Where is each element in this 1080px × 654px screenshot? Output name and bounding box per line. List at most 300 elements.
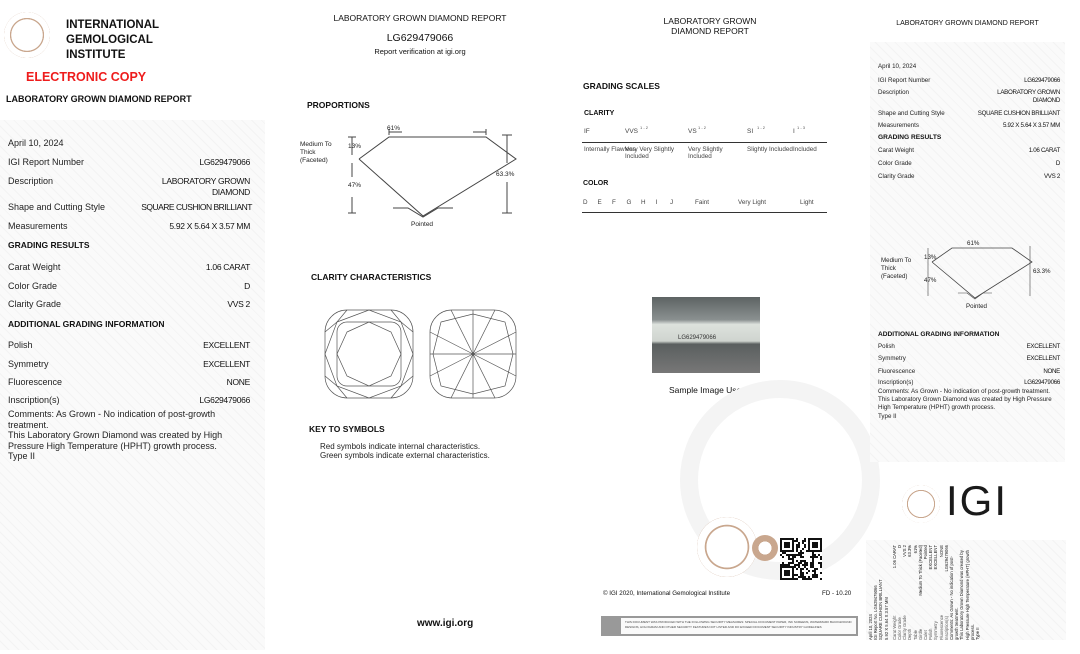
right-row-value: LG629479066 <box>1024 379 1060 386</box>
qr-module <box>784 546 786 548</box>
color-range: Faint <box>695 199 709 206</box>
right-proportions-diagram <box>920 240 1045 302</box>
qr-module <box>800 560 802 562</box>
pavilion-percent: 47% <box>348 182 362 189</box>
report-number-value: LG629479066 <box>199 157 250 167</box>
qr-module <box>782 566 784 568</box>
clarity-grade-superscript: 1 - 2 <box>640 125 649 130</box>
right-culet-label: Pointed <box>966 303 987 310</box>
qr-module <box>794 564 796 566</box>
qr-module <box>780 548 782 550</box>
report-date: April 10, 2024 <box>8 138 64 148</box>
qr-module <box>814 576 816 578</box>
qr-module <box>808 540 810 542</box>
color-grade: F <box>612 199 616 206</box>
mini-line: IGI Report No. LG629479066 <box>873 585 879 640</box>
right-row-value: VVS 2 <box>1043 173 1060 180</box>
color-value: D <box>244 281 250 291</box>
right-row-label: Fluorescence <box>878 368 916 375</box>
shape-label: Shape and Cutting Style <box>8 202 106 212</box>
qr-module <box>790 550 792 552</box>
clarity-grade: VS <box>688 128 697 135</box>
qr-module <box>786 566 788 568</box>
qr-module <box>796 538 798 540</box>
symmetry-label: Symmetry <box>8 359 49 369</box>
qr-module <box>792 546 794 548</box>
qr-module <box>792 540 794 542</box>
color-label: Color Grade <box>8 281 58 291</box>
qr-module <box>786 546 788 548</box>
qr-module <box>814 556 816 558</box>
qr-module <box>784 574 786 576</box>
qr-module <box>788 556 790 558</box>
qr-module <box>798 554 800 556</box>
qr-module <box>812 558 814 560</box>
qr-module <box>814 572 816 574</box>
right-row-value: 1.06 CARAT <box>1028 147 1060 154</box>
qr-module <box>804 576 806 578</box>
scales-title-line: LABORATORY GROWN <box>663 16 757 26</box>
qr-module <box>786 544 788 546</box>
form-number: FD - 10.20 <box>822 590 852 597</box>
right-row-label: Carat Weight <box>878 147 914 154</box>
qr-module <box>810 566 812 568</box>
color-scale-rule <box>582 212 827 213</box>
qr-module <box>792 570 794 572</box>
sample-caption: Sample Image Used <box>668 385 746 395</box>
inscription-label: Inscription(s) <box>8 395 60 405</box>
mini-value: 1.06 CARAT <box>891 545 897 569</box>
qr-module <box>802 556 804 558</box>
qr-module <box>790 566 792 568</box>
color-grade: D <box>583 199 588 206</box>
qr-module <box>814 546 816 548</box>
culet-label: Pointed <box>411 221 434 228</box>
qr-module <box>782 538 784 540</box>
qr-module <box>796 546 798 548</box>
right-row-label: Color Grade <box>878 160 912 167</box>
grading-results-heading: GRADING RESULTS <box>8 240 90 250</box>
qr-module <box>788 538 790 540</box>
qr-module <box>780 576 782 578</box>
qr-module <box>786 542 788 544</box>
clarity-grade-description: Very Very Slightly Included <box>625 146 674 160</box>
clarity-grade: I <box>793 128 795 135</box>
qr-module <box>814 574 816 576</box>
qr-module <box>808 576 810 578</box>
description-label: Description <box>8 176 54 186</box>
qr-module <box>802 542 804 544</box>
qr-module <box>812 550 814 552</box>
mini-label: Culet <box>923 630 929 640</box>
qr-module <box>812 574 814 576</box>
scales-title <box>600 16 820 36</box>
comments <box>8 409 248 462</box>
qr-module <box>780 574 782 576</box>
right-row-label: Description <box>878 89 909 96</box>
qr-module <box>808 546 810 548</box>
qr-module <box>792 558 794 560</box>
qr-module <box>802 548 804 550</box>
qr-module <box>780 538 782 540</box>
qr-module <box>788 542 790 544</box>
inscription-value: LG629479066 <box>199 395 250 405</box>
qr-module <box>786 550 788 552</box>
qr-module <box>784 538 786 540</box>
institute-name-line: GEMOLOGICAL <box>66 34 153 46</box>
sample-inscription-image <box>652 297 760 373</box>
qr-module <box>780 572 782 574</box>
qr-module <box>808 548 810 550</box>
carat-label: Carat Weight <box>8 262 61 272</box>
igi-gold-seal <box>697 517 757 577</box>
qr-module <box>796 578 798 580</box>
right-row-label: Clarity Grade <box>878 173 915 180</box>
qr-module <box>782 578 784 580</box>
clarity-plot-diagrams <box>323 308 519 403</box>
qr-module <box>800 572 802 574</box>
qr-module <box>790 538 792 540</box>
qr-module <box>800 576 802 578</box>
qr-module <box>800 554 802 556</box>
qr-module <box>816 538 818 540</box>
qr-module <box>806 572 808 574</box>
clarity-grade-description: Included <box>793 146 817 153</box>
comments-line: Type II <box>878 412 897 420</box>
polish-label: Polish <box>8 340 33 350</box>
qr-module <box>804 544 806 546</box>
qr-module <box>788 562 790 564</box>
clarity-label: Clarity Grade <box>8 299 62 309</box>
rotated-summary <box>868 540 1064 640</box>
qr-module <box>810 562 812 564</box>
qr-module <box>800 552 802 554</box>
qr-module <box>788 564 790 566</box>
clarity-grade: IF <box>584 128 590 135</box>
comments-line: Type II <box>8 451 36 461</box>
right-depth-percent: 63.3% <box>1033 268 1051 275</box>
verification-link[interactable]: Report verification at igi.org <box>374 47 466 56</box>
qr-module <box>794 578 796 580</box>
qr-module <box>816 568 818 570</box>
qr-module <box>816 542 818 544</box>
qr-module <box>786 554 788 556</box>
qr-module <box>796 540 798 542</box>
qr-module <box>794 574 796 576</box>
clarity-grade-description: Internally Flawless <box>584 146 636 153</box>
qr-module <box>810 578 812 580</box>
mini-label: Depth <box>907 628 913 640</box>
qr-module <box>780 546 782 548</box>
qr-module <box>806 578 808 580</box>
right-row-value: SQUARE CUSHION BRILLIANT <box>977 110 1060 117</box>
qr-module <box>800 562 802 564</box>
qr-module <box>802 576 804 578</box>
girdle-label: Medium To Thick (Faceted) <box>300 141 332 164</box>
security-notice <box>601 616 858 636</box>
qr-module <box>792 562 794 564</box>
qr-module <box>788 566 790 568</box>
mini-value: VVS 2 <box>902 545 908 557</box>
qr-module <box>784 578 786 580</box>
qr-module <box>812 544 814 546</box>
right-row-label: Measurements <box>878 122 919 129</box>
right-girdle-label: Medium To Thick (Faceted) <box>881 257 912 280</box>
qr-module <box>812 570 814 572</box>
mini-comment: This Laboratory Grown Diamond was created by High Pressure High Temperature (HPHT) growth process. <box>959 550 975 640</box>
qr-module <box>814 554 816 556</box>
clarity-grade-description: Very Slightly Included <box>688 146 723 160</box>
qr-module <box>792 538 794 540</box>
right-row-label: April 10, 2024 <box>878 63 917 70</box>
qr-module <box>814 544 816 546</box>
qr-module <box>810 556 812 558</box>
center-title: LABORATORY GROWN DIAMOND REPORT <box>333 13 507 23</box>
key-to-symbols-heading: KEY TO SYMBOLS <box>309 424 385 434</box>
right-grading-heading: GRADING RESULTS <box>878 134 942 141</box>
comments-line: This Laboratory Grown Diamond was created by High Pressure High Temperature (HPHT) growth process. <box>8 430 223 451</box>
document-icon <box>603 618 621 634</box>
additional-heading: ADDITIONAL GRADING INFORMATION <box>8 319 165 329</box>
qr-module <box>816 574 818 576</box>
qr-module <box>788 572 790 574</box>
qr-module <box>820 540 822 542</box>
table-percent: 61% <box>387 125 401 132</box>
qr-module <box>780 578 782 580</box>
grading-scales-heading: GRADING SCALES <box>583 81 660 91</box>
qr-module <box>784 550 786 552</box>
qr-module <box>782 562 784 564</box>
qr-module <box>798 576 800 578</box>
polish-value: EXCELLENT <box>203 340 250 350</box>
qr-module <box>816 546 818 548</box>
right-row-label: Symmetry <box>878 355 906 362</box>
qr-module <box>812 560 814 562</box>
symmetry-value: EXCELLENT <box>203 359 250 369</box>
qr-module <box>790 578 792 580</box>
sample-inscription-text: LG629479066 <box>678 335 717 341</box>
right-row-label: Shape and Cutting Style <box>878 110 945 117</box>
qr-module <box>802 560 804 562</box>
center-report-number: LG629479066 <box>386 32 454 44</box>
qr-module <box>794 566 796 568</box>
qr-module <box>814 538 816 540</box>
igi-logo-text: IGI <box>946 477 1009 524</box>
qr-module <box>796 568 798 570</box>
right-row-label: Inscription(s) <box>878 379 914 386</box>
qr-module <box>818 562 820 564</box>
qr-module <box>780 540 782 542</box>
qr-code[interactable] <box>780 538 822 580</box>
mini-value: 63.3% <box>907 545 913 557</box>
institute-name <box>66 18 159 63</box>
right-igi-seal <box>902 485 940 523</box>
mini-value: EXCELLENT <box>933 545 939 570</box>
qr-module <box>810 550 812 552</box>
qr-module <box>792 568 794 570</box>
qr-module <box>800 556 802 558</box>
right-row-value: 5.92 X 5.64 X 3.57 MM <box>1003 122 1060 129</box>
qr-module <box>796 550 798 552</box>
report-number-label: IGI Report Number <box>8 157 85 167</box>
qr-module <box>780 542 782 544</box>
qr-module <box>786 570 788 572</box>
qr-module <box>798 544 800 546</box>
mini-label: Symmetry <box>933 621 939 640</box>
qr-module <box>794 556 796 558</box>
qr-module <box>802 574 804 576</box>
qr-module <box>780 564 782 566</box>
qr-module <box>804 566 806 568</box>
right-crown-percent: 13% <box>924 254 937 261</box>
institute-name-line: INSTITUTE <box>66 49 126 61</box>
qr-module <box>780 554 782 556</box>
mini-label: Inscription(s) <box>943 616 949 640</box>
qr-module <box>816 556 818 558</box>
qr-module <box>812 576 814 578</box>
qr-module <box>818 538 820 540</box>
color-grade: E <box>597 199 602 206</box>
comments-line: Comments: As Grown - No indication of post-growth treatment. <box>8 409 216 430</box>
color-range: Very Light <box>738 199 767 206</box>
qr-module <box>784 570 786 572</box>
mini-line: April 10, 2024 <box>868 614 873 640</box>
qr-module <box>804 562 806 564</box>
qr-module <box>806 564 808 566</box>
qr-module <box>810 564 812 566</box>
qr-module <box>786 574 788 576</box>
qr-module <box>816 544 818 546</box>
mini-value: Medium To Thick (Faceted) <box>917 545 923 596</box>
color-grade: J <box>670 199 674 206</box>
qr-module <box>804 560 806 562</box>
mini-label: Color Grade <box>897 617 903 640</box>
website-link[interactable]: www.igi.org <box>417 618 474 629</box>
qr-module <box>812 556 814 558</box>
qr-module <box>792 560 794 562</box>
qr-module <box>782 556 784 558</box>
color-grade: H <box>641 199 646 206</box>
right-row-value: NONE <box>1043 368 1060 375</box>
comments-line: This Laboratory Grown Diamond was created by High Pressure High Temperature (HPHT) growth process. <box>878 396 1052 412</box>
qr-module <box>804 546 806 548</box>
qr-module <box>788 546 790 548</box>
right-header: LABORATORY GROWN DIAMOND REPORT <box>896 20 1039 27</box>
right-additional-heading: ADDITIONAL GRADING INFORMATION <box>878 331 1000 338</box>
mini-label: Carat Weight <box>891 615 897 640</box>
mini-value: LG629479066 <box>943 545 949 572</box>
fluorescence-value: NONE <box>226 377 250 387</box>
clarity-scale-rule <box>582 142 827 143</box>
qr-module <box>788 570 790 572</box>
qr-module <box>816 550 818 552</box>
color-grade: G <box>626 199 632 206</box>
qr-module <box>808 550 810 552</box>
qr-module <box>800 568 802 570</box>
qr-module <box>798 566 800 568</box>
color-range: Light <box>800 199 814 206</box>
clarity-grade-superscript: 1 - 2 <box>698 125 707 130</box>
qr-module <box>794 540 796 542</box>
qr-module <box>794 554 796 556</box>
qr-module <box>802 572 804 574</box>
measurements-label: Measurements <box>8 221 68 231</box>
qr-module <box>796 548 798 550</box>
qr-module <box>784 566 786 568</box>
right-row-value: EXCELLENT <box>1026 355 1060 362</box>
clarity-grade-superscript: 1 - 3 <box>797 125 806 130</box>
qr-module <box>796 554 798 556</box>
mini-label: Polish <box>928 628 934 640</box>
qr-module <box>782 550 784 552</box>
qr-module <box>814 550 816 552</box>
qr-module <box>788 550 790 552</box>
fluorescence-label: Fluorescence <box>8 377 63 387</box>
qr-module <box>802 540 804 542</box>
qr-module <box>820 550 822 552</box>
qr-module <box>790 558 792 560</box>
qr-module <box>802 564 804 566</box>
scales-title-line: DIAMOND REPORT <box>671 26 749 36</box>
qr-module <box>820 538 822 540</box>
mini-label: Clarity Grade <box>902 615 908 640</box>
qr-module <box>798 564 800 566</box>
qr-module <box>792 566 794 568</box>
qr-module <box>792 542 794 544</box>
qr-module <box>818 550 820 552</box>
qr-module <box>808 578 810 580</box>
qr-module <box>812 564 814 566</box>
qr-module <box>820 562 822 564</box>
qr-module <box>820 548 822 550</box>
igi-seal-logo <box>4 12 50 58</box>
qr-module <box>812 542 814 544</box>
depth-percent: 63.3% <box>496 171 515 178</box>
carat-value: 1.06 CARAT <box>205 262 250 272</box>
proportions-heading: PROPORTIONS <box>307 100 370 110</box>
comments-line: Comments: As Grown - No indication of post-growth treatment. <box>878 388 1050 395</box>
qr-module <box>808 570 810 572</box>
qr-module <box>788 578 790 580</box>
right-comments <box>878 388 1063 421</box>
qr-module <box>806 568 808 570</box>
mini-table <box>892 540 949 640</box>
mini-value: D <box>897 545 903 549</box>
qr-module <box>808 538 810 540</box>
qr-module <box>792 556 794 558</box>
qr-module <box>820 572 822 574</box>
hologram-badge <box>752 535 778 561</box>
qr-module <box>804 564 806 566</box>
qr-module <box>804 578 806 580</box>
qr-module <box>820 564 822 566</box>
qr-module <box>784 564 786 566</box>
color-grade: I <box>655 199 658 206</box>
right-table-percent: 61% <box>967 240 980 247</box>
qr-module <box>800 550 802 552</box>
qr-module <box>788 574 790 576</box>
qr-module <box>782 552 784 554</box>
mini-line: SQUARE CUSHION BRILLIANT <box>878 579 884 640</box>
right-row-value: D <box>1055 160 1060 167</box>
qr-module <box>820 542 822 544</box>
qr-module <box>808 542 810 544</box>
qr-module <box>788 554 790 556</box>
right-row-value: LG629479066 <box>1024 77 1060 84</box>
qr-module <box>788 544 790 546</box>
qr-module <box>820 566 822 568</box>
clarity-grade: SI <box>747 128 754 135</box>
